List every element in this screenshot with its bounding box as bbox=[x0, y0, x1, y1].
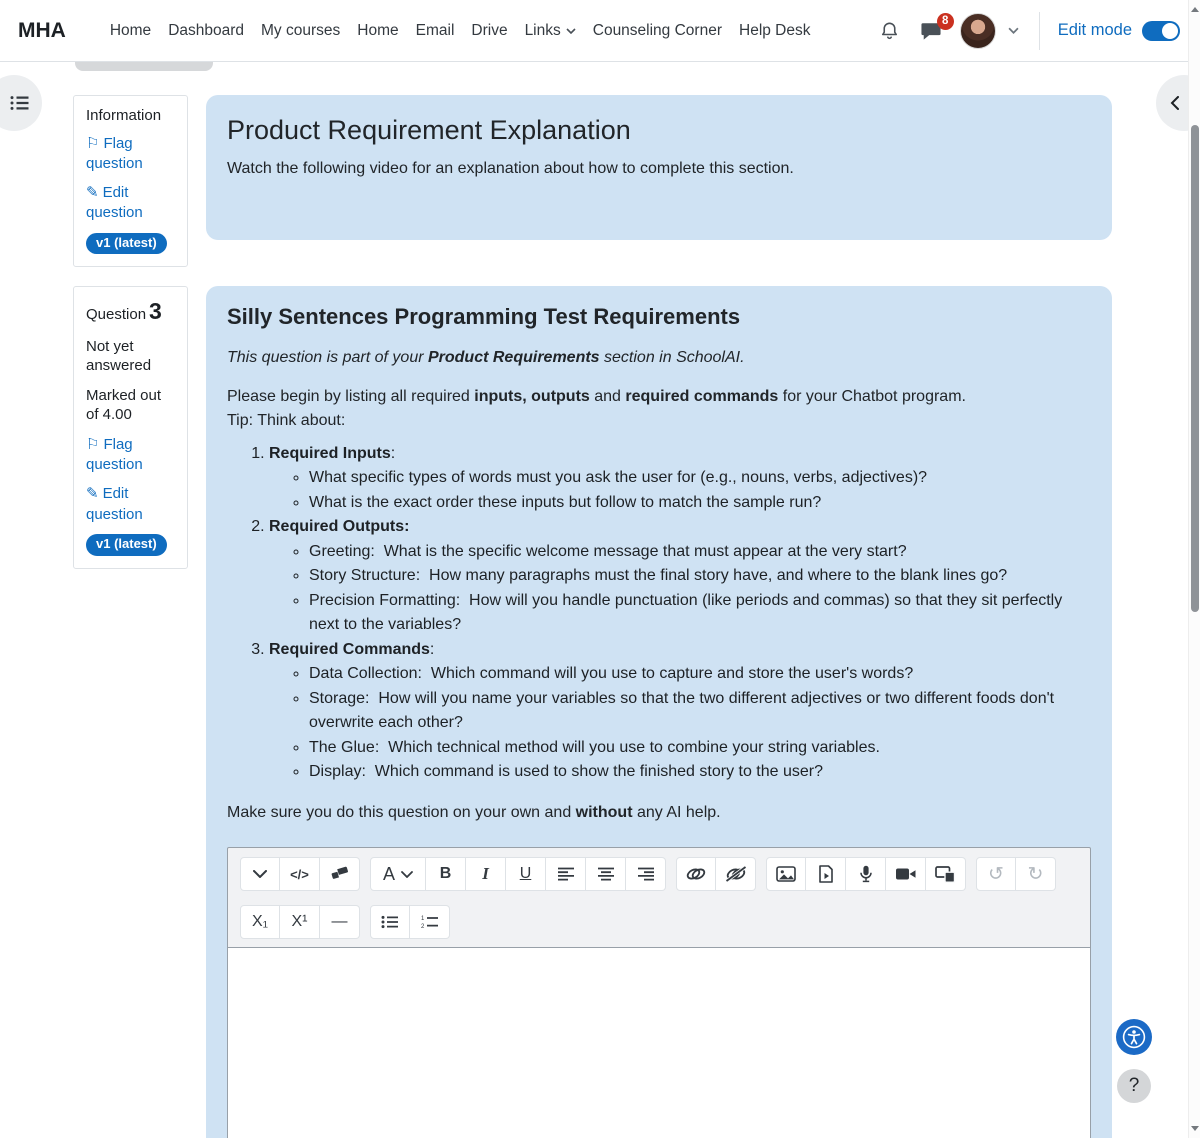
insert-image-button[interactable] bbox=[766, 857, 806, 891]
nav-item-help-desk[interactable]: Help Desk bbox=[739, 21, 811, 39]
numbered-list-button[interactable] bbox=[410, 905, 450, 939]
question-mark-icon: ? bbox=[1128, 1075, 1140, 1096]
source-code-button[interactable] bbox=[280, 857, 320, 891]
requirements-list bbox=[227, 442, 1091, 785]
screen-recording-icon bbox=[935, 866, 956, 883]
toolbar-group-lists bbox=[370, 905, 450, 939]
primary-nav bbox=[102, 14, 820, 48]
list-item: ◦ Story Structure: How many paragraphs must the final story have, and where to the blank lines go? bbox=[309, 564, 1091, 589]
intro-card bbox=[206, 95, 1112, 240]
align-center-button[interactable] bbox=[586, 857, 626, 891]
page-scrollbar[interactable] bbox=[1188, 0, 1200, 1138]
flag-question-link[interactable]: ⚐ Flag question bbox=[86, 134, 143, 172]
accessibility-button[interactable] bbox=[1116, 1019, 1152, 1055]
microphone-icon bbox=[859, 865, 873, 883]
edit-mode-control bbox=[1058, 21, 1180, 41]
intro-card-body: Watch the following video for an explanation about how to complete this section. bbox=[227, 160, 794, 177]
user-menu-caret[interactable] bbox=[1002, 21, 1025, 40]
italic-button[interactable] bbox=[466, 857, 506, 891]
unlink-icon bbox=[724, 865, 748, 883]
source-code-icon: </> bbox=[290, 866, 309, 882]
bold-icon: B bbox=[439, 865, 452, 882]
list-item: ◦ What specific types of words must you ask the user for (e.g., nouns, verbs, adjectives)? bbox=[309, 466, 1091, 491]
list-item: 1. Required Inputs: ◦ What specific types of words must you ask the user for (e.g., nouns, verbs, adjectives)? ◦ What is the exact order these inputs but follow to match the sample run? bbox=[269, 442, 1091, 516]
redo-button[interactable] bbox=[1016, 857, 1056, 891]
insert-media-button[interactable] bbox=[806, 857, 846, 891]
question-grade: Marked out of 4.00 bbox=[86, 386, 162, 424]
underline-icon: U bbox=[519, 865, 532, 882]
toolbar-collapse-button[interactable] bbox=[240, 857, 280, 891]
chevron-down-icon bbox=[253, 870, 267, 878]
question-number-label: Question 3 bbox=[86, 298, 162, 324]
toolbar-group-general bbox=[240, 857, 360, 891]
svg-text:1: 1 bbox=[420, 916, 424, 922]
chevron-down-icon bbox=[401, 871, 413, 878]
scrollbar-thumb[interactable] bbox=[1191, 125, 1199, 612]
clipped-button-remnant bbox=[75, 62, 213, 71]
link-icon bbox=[684, 866, 708, 882]
notifications-button[interactable] bbox=[873, 14, 906, 48]
list-item: 2. Required Outputs: ◦ Greeting: What is the specific welcome message that must appear at the very start? ◦ Story Structure: How many paragraphs must the final story have, and where to the blank lines go? ◦ Precision Formatting: How will you handle punctuation (like periods and commas) so that they sit perfectly next to the variables? bbox=[269, 515, 1091, 638]
edit-question-link[interactable]: ✎ Edit question bbox=[86, 184, 143, 222]
video-camera-icon bbox=[895, 867, 916, 881]
help-button[interactable] bbox=[1117, 1069, 1151, 1103]
record-screen-button[interactable] bbox=[926, 857, 966, 891]
toolbar-group-links bbox=[676, 857, 756, 891]
list-item: ◦ The Glue: Which technical method will you use to combine your string variables. bbox=[309, 736, 1091, 761]
align-right-icon bbox=[637, 867, 655, 881]
list-item: ◦ Data Collection: Which command will you use to capture and store the user's words? bbox=[309, 662, 1091, 687]
bold-button[interactable] bbox=[426, 857, 466, 891]
align-left-icon bbox=[557, 867, 575, 881]
toolbar-group-history bbox=[976, 857, 1056, 891]
toolbar-group-media bbox=[766, 857, 966, 891]
top-navbar bbox=[0, 0, 1200, 62]
undo-icon: ↺ bbox=[988, 863, 1004, 885]
unread-messages-badge: 8 bbox=[937, 13, 954, 30]
media-file-icon bbox=[818, 865, 834, 883]
quiz-nav-drawer-toggle[interactable] bbox=[0, 75, 42, 131]
list-item: ◦ Display: Which command is used to show the finished story to the user? bbox=[309, 760, 1091, 785]
subscript-icon: X₁ bbox=[251, 913, 269, 930]
edit-question-link[interactable]: ✎ Edit question bbox=[86, 485, 143, 523]
scroll-up-arrow[interactable] bbox=[1191, 7, 1199, 12]
clear-formatting-button[interactable] bbox=[320, 857, 360, 891]
nav-item-home[interactable]: Home bbox=[109, 21, 152, 39]
messages-button[interactable] bbox=[914, 15, 948, 47]
horizontal-rule-icon: — bbox=[331, 913, 348, 930]
question-instructions: Please begin by listing all required inputs, outputs and required commands for your Chatbot program. bbox=[227, 387, 966, 405]
align-center-icon bbox=[597, 867, 615, 881]
bullet-list-icon bbox=[381, 915, 399, 929]
intro-card-title: Product Requirement Explanation bbox=[227, 115, 631, 145]
edit-mode-label[interactable]: Edit mode bbox=[1057, 21, 1132, 39]
list-item: ◦ Precision Formatting: How will you handle punctuation (like periods and commas) so that they sit perfectly next to the variables? bbox=[309, 589, 1091, 638]
site-logo[interactable]: MHA bbox=[18, 18, 66, 42]
chevron-down-icon bbox=[1008, 27, 1019, 34]
question-title: Silly Sentences Programming Test Requirements bbox=[227, 304, 741, 329]
question-closing: Make sure you do this question on your own and without any AI help. bbox=[227, 803, 721, 821]
answer-text-area[interactable] bbox=[228, 948, 1090, 1138]
question-intro: This question is part of your Product Requirements section in SchoolAI. bbox=[227, 349, 745, 366]
toolbar-group-script bbox=[240, 905, 360, 939]
question-card bbox=[206, 286, 1112, 1138]
accessibility-icon bbox=[1122, 1025, 1146, 1049]
list-icon bbox=[10, 95, 30, 111]
subscript-button[interactable] bbox=[240, 905, 280, 939]
answer-editor bbox=[227, 847, 1091, 1138]
numbered-list-icon bbox=[421, 915, 439, 929]
chevron-down-icon bbox=[566, 28, 576, 34]
flag-question-link[interactable]: ⚐ Flag question bbox=[86, 435, 143, 474]
svg-text:2: 2 bbox=[420, 924, 424, 929]
list-item: 3. Required Commands: ◦ Data Collection: Which command will you use to capture and store the user's words? ◦ Storage: How will you name your variables so that the two different adjectives or two different foods don't overwrite each other? ◦ The Glue: Which technical method will you use to combine your string variables. ◦ Display: Which command is used to show the finished story to the user? bbox=[269, 638, 1091, 785]
chevron-left-icon bbox=[1170, 96, 1179, 110]
toolbar-group-format bbox=[370, 857, 666, 891]
question-side-block bbox=[73, 286, 188, 569]
info-side-block bbox=[73, 95, 188, 267]
navbar-right bbox=[873, 12, 1180, 50]
font-icon: A bbox=[382, 863, 395, 884]
nav-item-home-2[interactable]: Home bbox=[357, 21, 399, 39]
pencil-icon: ✎ bbox=[86, 485, 99, 503]
question-tip: Tip: Think about: bbox=[227, 412, 346, 429]
superscript-button[interactable] bbox=[280, 905, 320, 939]
bell-icon bbox=[879, 20, 900, 42]
nav-item-counseling-corner[interactable]: Counseling Corner bbox=[592, 21, 722, 39]
sublist bbox=[269, 540, 1091, 638]
sublist bbox=[269, 662, 1091, 785]
version-badge[interactable]: v1 (latest) bbox=[86, 534, 167, 556]
pencil-icon: ✎ bbox=[86, 184, 99, 201]
editor-toolbar bbox=[228, 848, 1090, 948]
nav-item-my-courses[interactable]: My courses bbox=[261, 21, 341, 39]
unlink-button[interactable] bbox=[716, 857, 756, 891]
record-audio-button[interactable] bbox=[846, 857, 886, 891]
list-item: ◦ Greeting: What is the specific welcome message that must appear at the very start? bbox=[309, 540, 1091, 565]
image-icon bbox=[776, 866, 796, 882]
edit-mode-toggle[interactable] bbox=[1142, 21, 1180, 41]
horizontal-rule-button[interactable] bbox=[320, 905, 360, 939]
record-video-button[interactable] bbox=[886, 857, 926, 891]
avatar[interactable] bbox=[960, 13, 996, 49]
question-number: 3 bbox=[149, 298, 162, 324]
align-right-button[interactable] bbox=[626, 857, 666, 891]
bullet-list-button[interactable] bbox=[370, 905, 410, 939]
question-status: Not yet answered bbox=[86, 337, 152, 375]
scroll-down-arrow[interactable] bbox=[1191, 1126, 1199, 1131]
flag-icon: ⚐ bbox=[86, 435, 100, 453]
superscript-icon: X¹ bbox=[291, 913, 308, 930]
toggle-knob bbox=[1162, 23, 1178, 39]
eraser-icon bbox=[330, 866, 350, 882]
align-left-button[interactable] bbox=[546, 857, 586, 891]
sublist bbox=[269, 466, 1091, 515]
navbar-divider bbox=[1039, 12, 1040, 50]
redo-icon: ↻ bbox=[1027, 863, 1044, 885]
info-block-title: Information bbox=[86, 107, 162, 124]
undo-button[interactable] bbox=[976, 857, 1016, 891]
insert-link-button[interactable] bbox=[676, 857, 716, 891]
nav-item-email[interactable]: Email bbox=[415, 21, 455, 39]
list-item: ◦ Storage: How will you name your variables so that the two different adjectives or two different foods don't overwrite each other? bbox=[309, 687, 1091, 736]
font-styles-button[interactable] bbox=[370, 857, 426, 891]
list-item: ◦ What is the exact order these inputs but follow to match the sample run? bbox=[309, 491, 1091, 516]
nav-item-dashboard[interactable]: Dashboard bbox=[168, 21, 245, 39]
nav-item-drive[interactable]: Drive bbox=[471, 21, 508, 39]
italic-icon: I bbox=[482, 864, 489, 883]
underline-button[interactable] bbox=[506, 857, 546, 891]
flag-icon: ⚐ bbox=[86, 134, 100, 152]
nav-item-links-dropdown[interactable]: Links bbox=[517, 14, 584, 48]
version-badge[interactable]: v1 (latest) bbox=[86, 233, 167, 255]
